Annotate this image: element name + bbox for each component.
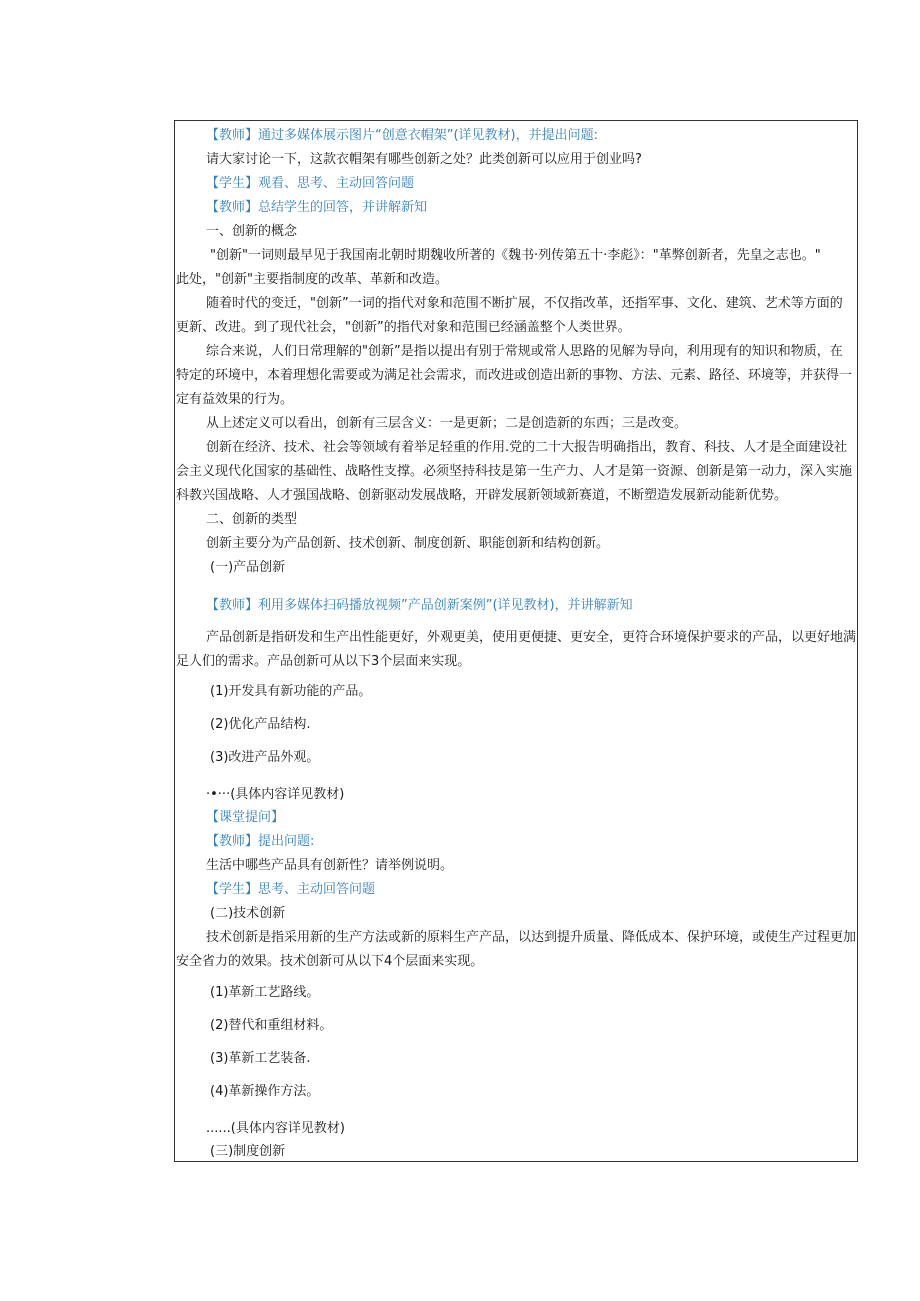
discussion-question: 请大家讨论一下，这款衣帽架有哪些创新之处？此类创新可以应用于创业吗? <box>206 152 642 167</box>
origin-paragraph-line: 此处，"创新"主要指制度的改革、革新和改造。 <box>176 272 448 287</box>
teacher-summary: 【教师】总结学生的回答，并讲解新知 <box>206 200 428 215</box>
tech-paragraph-line: 技术创新是指采用新的生产方法或新的原料生产产品，以达到提升质量、降低成本、保护环境，或使生产过程更加 <box>206 930 857 945</box>
teacher-video: 【教师】利用多媒体扫码播放视频”产品创新案例”(详见教材)，并讲解新知 <box>206 598 633 613</box>
origin-paragraph-line: "创新"一词则最早见于我国南北朝时期魏收所著的《魏书·列传第五十·李彪》："革弊创新者，先皇之志也。" <box>210 248 821 263</box>
list-ellipsis: ·•···(具体内容详见教材) <box>206 787 345 802</box>
tech-paragraph-line: 安全省力的效果。技术创新可从以下4个层面来实现。 <box>176 954 484 969</box>
importance-paragraph-line: 科教兴国战略、人才强国战略、创新驱动发展战略，开辟发展新领域新赛道，不断塑造发展新动能新优势。 <box>176 488 788 503</box>
evolution-paragraph-line: 更新、改进。到了现代社会，"创新”的指代对象和范围已经涵盖整个人类世界。 <box>176 320 631 335</box>
subheading-tech-innovation: (二)技术创新 <box>210 906 286 921</box>
evolution-paragraph-line: 随着时代的变迁，"创新”一词的指代对象和范围不断扩展，不仅指改革，还指军事、文化、建筑、艺术等方面的 <box>206 296 843 311</box>
list-item: (2)优化产品结构. <box>210 717 311 732</box>
subheading-system-innovation: (三)制度创新 <box>210 1144 286 1159</box>
product-paragraph-line: 足人们的需求。产品创新可从以下3个层面来实现。 <box>176 654 471 669</box>
importance-paragraph-line: 会主义现代化国家的基础性、战略性支撑。必须坚持科技是第一生产力、人才是第一资源、创新是第一动力，深入实施 <box>176 464 853 479</box>
student-think: 【学生】思考、主动回答问题 <box>206 882 376 897</box>
three-meanings: 从上述定义可以看出，创新有三层含义：一是更新；二是创造新的东西；三是改变。 <box>206 416 688 431</box>
list-item: (2)替代和重组材料。 <box>210 1018 333 1033</box>
list-item: (4)革新操作方法。 <box>210 1084 320 1099</box>
product-paragraph-line: 产品创新是指研发和生产出性能更好，外观更美，使用更便捷、更安全，更符合环境保护要求的产品，以更好地满 <box>206 630 857 645</box>
types-summary: 创新主要分为产品创新、技术创新、制度创新、职能创新和结构创新。 <box>206 536 610 551</box>
classroom-question-heading: 【课堂提问】 <box>206 810 285 825</box>
question-text: 生活中哪些产品具有创新性？请举例说明。 <box>206 858 454 873</box>
definition-paragraph-line: 综合来说，人们日常理解的"创新”是指以提出有别于常规或常人思路的见解为导向，利用现有的知识和物质，在 <box>206 344 843 359</box>
list-item: (3)革新工艺装备. <box>210 1051 311 1066</box>
section-heading-concept: 一、创新的概念 <box>206 224 298 239</box>
teacher-question: 【教师】提出问题: <box>206 834 315 849</box>
list-item: (1)开发具有新功能的产品。 <box>210 684 372 699</box>
list-item: (3)改进产品外观。 <box>210 750 320 765</box>
definition-paragraph-line: 定有益效果的行为。 <box>176 392 294 407</box>
list-item: (1)革新工艺路线。 <box>210 985 320 1000</box>
section-heading-types: 二、创新的类型 <box>206 512 298 527</box>
importance-paragraph-line: 创新在经济、技术、社会等领域有着举足轻重的作用.党的二十大报告明确指出，教育、科技、人才是全面建设社 <box>206 440 848 455</box>
subheading-product-innovation: (一)产品创新 <box>210 560 286 575</box>
teacher-intro: 【教师】通过多媒体展示图片“创意衣帽架”(详见教材)，并提出问题: <box>206 128 598 143</box>
list-ellipsis: ......(具体内容详见教材) <box>206 1121 345 1136</box>
student-response: 【学生】观看、思考、主动回答问题 <box>206 176 415 191</box>
definition-paragraph-line: 特定的环境中，本着理想化需要或为满足社会需求，而改进或创造出新的事物、方法、元素、路径、环境等，并获得一 <box>176 368 853 383</box>
